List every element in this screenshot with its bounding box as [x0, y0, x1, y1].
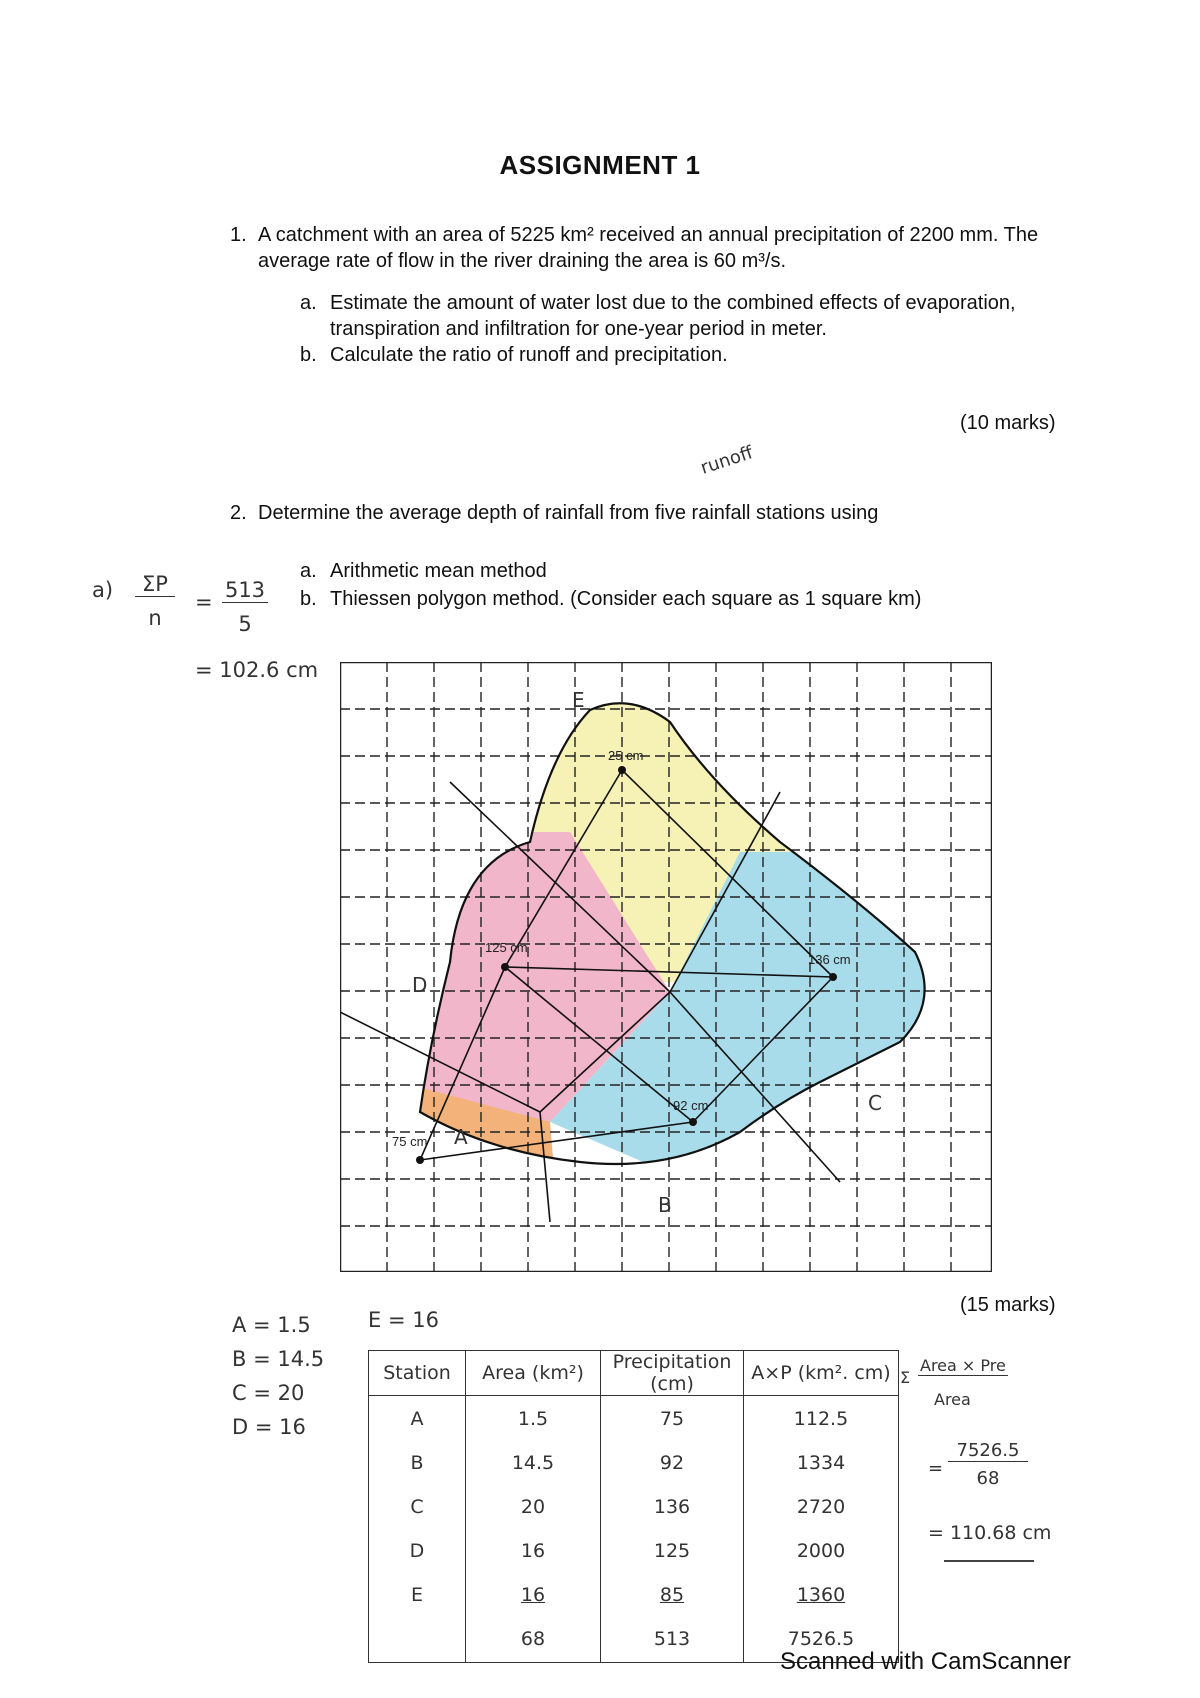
q2a-text: Arithmetic mean method: [330, 560, 547, 582]
q1a-line1: Estimate the amount of water lost due to the combined effects of evaporation,: [330, 292, 1016, 314]
precip-value-e: 85: [659, 1584, 685, 1606]
station-c: C: [410, 1496, 424, 1518]
area-b: B = 14.5: [232, 1347, 325, 1371]
header-axp: A×P (km². cm): [744, 1351, 899, 1396]
station-label-4: 92 cm: [673, 1098, 709, 1113]
table-header-row: [369, 1351, 899, 1396]
axp-total: 7526.5: [787, 1628, 855, 1650]
scanner-footer: Scanned with CamScanner: [780, 1648, 1071, 1675]
area-column: [466, 1396, 601, 1663]
area-value-d: 16: [520, 1540, 546, 1562]
q1-marks: (10 marks): [960, 412, 1056, 434]
precip-total: 513: [653, 1628, 691, 1650]
arith-result: = 102.6 cm: [195, 658, 319, 682]
area-e: E = 16: [368, 1308, 439, 1332]
axp-value-e: 1360: [796, 1584, 846, 1606]
precip-column: [601, 1396, 744, 1663]
axp-column: [744, 1396, 899, 1663]
table-row: [369, 1396, 899, 1663]
station-label-1: 25 cm: [608, 748, 644, 763]
precip-value-c: 136: [653, 1496, 691, 1518]
area-value-c: 20: [520, 1496, 546, 1518]
axp-value-d: 2000: [796, 1540, 846, 1562]
station-a: A: [410, 1408, 424, 1430]
calc-denominator: Area: [934, 1390, 971, 1409]
station-b: B: [410, 1452, 424, 1474]
q1-number: 1.: [230, 224, 247, 246]
q1-text-line2: average rate of flow in the river draining the area is 60 m³/s.: [258, 250, 787, 272]
station-total-blank: [370, 1617, 464, 1661]
q2-marks: (15 marks): [960, 1294, 1056, 1316]
header-area: Area (km²): [466, 1351, 601, 1396]
calc-68: 68: [976, 1468, 1000, 1489]
q1a-label: a.: [300, 292, 317, 314]
header-station: Station: [369, 1351, 466, 1396]
area-list: [232, 1308, 324, 1444]
q1a-line2: transpiration and infiltration for one-year period in meter.: [330, 318, 827, 340]
calc-result-underline: [944, 1560, 1034, 1562]
arith-5: 5: [238, 612, 252, 636]
area-value-e: 16: [520, 1584, 546, 1606]
region-label-b: B: [658, 1193, 672, 1217]
header-precip: Precipitation (cm): [601, 1351, 744, 1396]
arith-eq: =: [195, 590, 213, 614]
precip-value-b: 92: [659, 1452, 685, 1474]
q2-number: 2.: [230, 502, 247, 524]
q2-text: Determine the average depth of rainfall from five rainfall stations using: [258, 502, 879, 524]
region-label-c: C: [868, 1091, 882, 1115]
calc-eq: =: [928, 1458, 944, 1479]
q1b-label: b.: [300, 344, 317, 366]
q1b-text: Calculate the ratio of runoff and precipitation.: [330, 344, 728, 366]
area-a: A = 1.5: [232, 1313, 311, 1337]
q1-hand-note: runoff: [698, 442, 756, 479]
arith-sum: ΣP: [135, 572, 175, 597]
station-column: [369, 1396, 466, 1663]
thiessen-table: [368, 1350, 899, 1663]
arith-n: n: [148, 606, 162, 630]
precip-value-d: 125: [653, 1540, 691, 1562]
station-label-3: 136 cm: [808, 952, 851, 967]
calc-result: = 110.68 cm: [928, 1522, 1052, 1544]
q2b-label: b.: [300, 588, 317, 610]
precip-value-a: 75: [659, 1408, 685, 1430]
station-d: D: [409, 1540, 425, 1562]
q2a-label: a.: [300, 560, 317, 582]
calc-numerator: Area × Pre: [920, 1356, 1006, 1375]
region-label-e: E: [572, 688, 585, 712]
area-total: 68: [520, 1628, 546, 1650]
page-title: ASSIGNMENT 1: [499, 150, 701, 180]
axp-value-a: 112.5: [793, 1408, 849, 1430]
calc-7526: 7526.5: [948, 1440, 1028, 1462]
q2b-text: Thiessen polygon method. (Consider each square as 1 square km): [330, 588, 922, 610]
station-label-2: 125 cm: [485, 940, 528, 955]
calc-sigma: Σ: [900, 1368, 911, 1387]
thiessen-map: [340, 662, 992, 1272]
station-label-5: 75 cm: [392, 1134, 428, 1149]
area-c: C = 20: [232, 1381, 305, 1405]
region-label-a: A: [454, 1125, 468, 1149]
arith-513: 513: [222, 578, 268, 603]
axp-value-c: 2720: [796, 1496, 846, 1518]
arith-label: a): [92, 578, 114, 602]
area-value-a: 1.5: [517, 1408, 549, 1430]
region-label-d: D: [412, 973, 428, 997]
station-e: E: [410, 1584, 423, 1606]
area-value-b: 14.5: [511, 1452, 555, 1474]
area-d: D = 16: [232, 1415, 306, 1439]
q1-text-line1: A catchment with an area of 5225 km² received an annual precipitation of 2200 mm. The: [258, 224, 1039, 246]
axp-value-b: 1334: [796, 1452, 846, 1474]
